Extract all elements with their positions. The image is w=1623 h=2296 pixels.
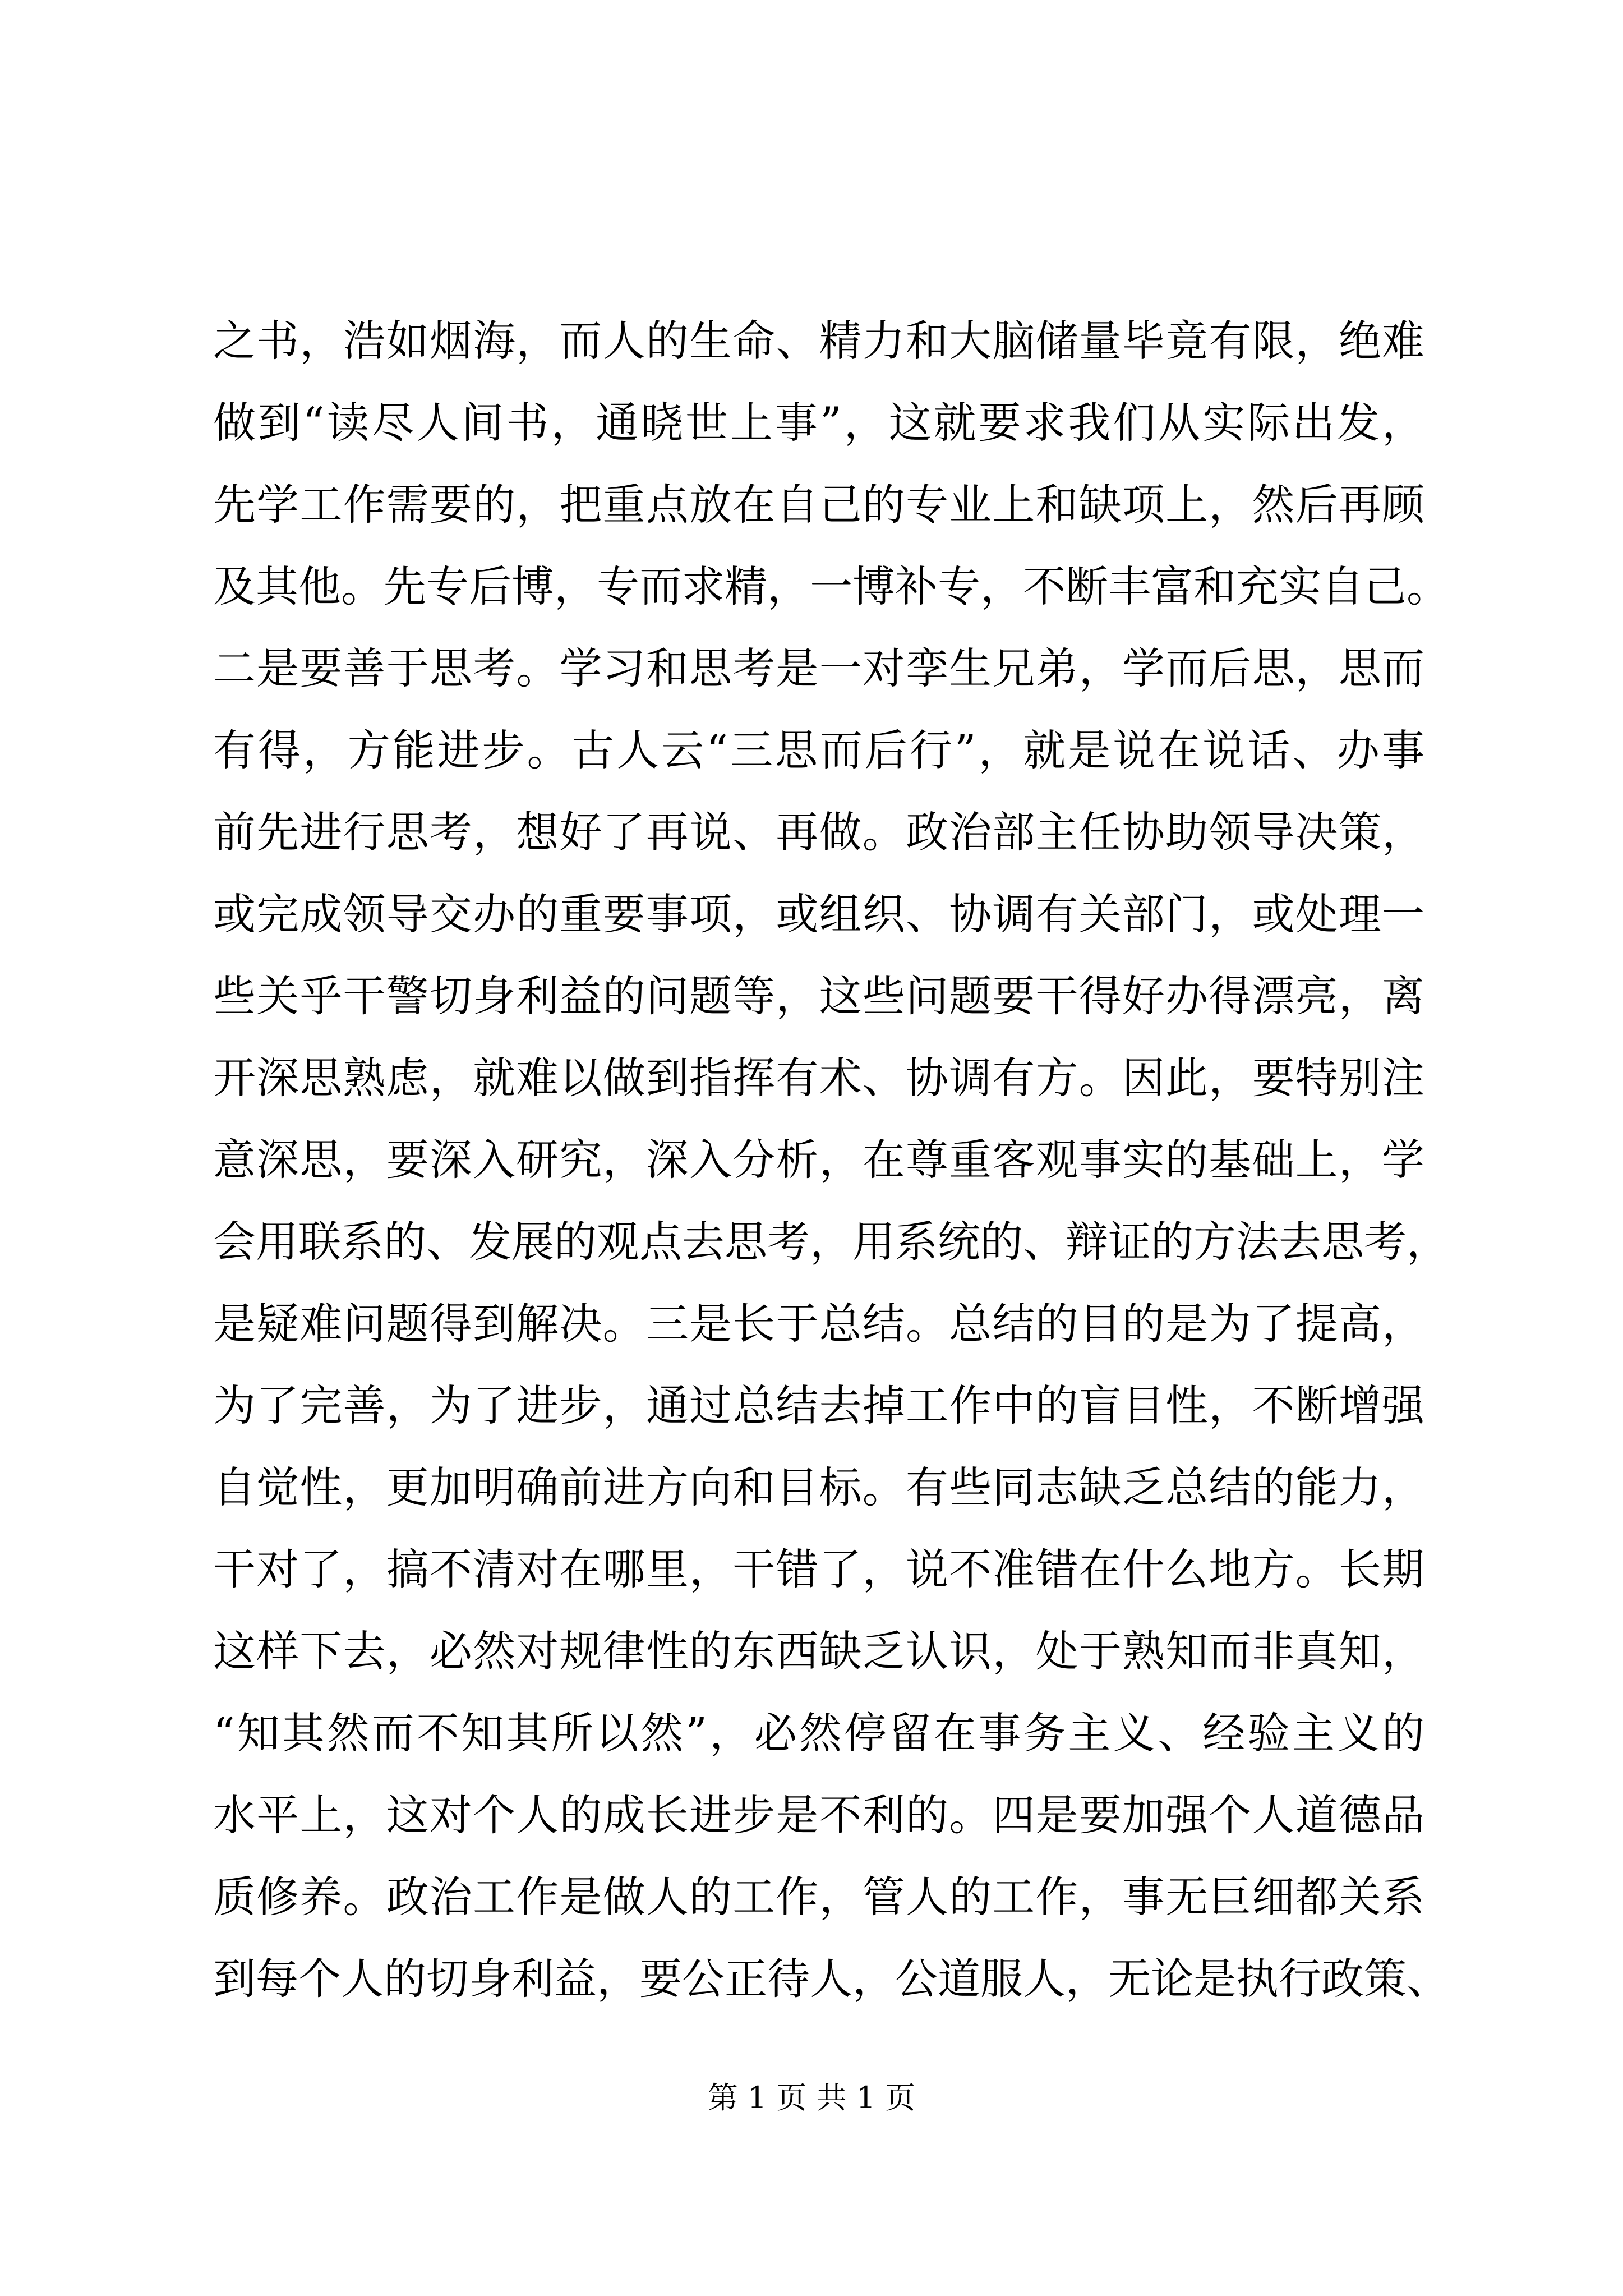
body-text (213, 300, 1449, 2020)
text-line: 质修养。政治工作是做人的工作，管人的工作，事无巨细都关系 (213, 1872, 1424, 1922)
text-line: 有得，方能进步。古人云“三思而后行”，就是说在说话、办事 (213, 725, 1424, 775)
text-line: 会用联系的、发展的观点去思考，用系统的、辩证的方法去思考， (213, 1217, 1449, 1267)
text-line: 开深思熟虑，就难以做到指挥有术、协调有方。因此，要特别注 (213, 1053, 1424, 1103)
text-line: 先学工作需要的，把重点放在自己的专业上和缺项上，然后再顾 (213, 480, 1424, 530)
text-line: 及其他。先专后博，专而求精，一博补专，不断丰富和充实自己。 (213, 562, 1449, 611)
page-footer: 第 1 页 共 1 页 (707, 2080, 916, 2115)
text-line: 做到“读尽人间书，通晓世上事”，这就要求我们从实际出发， (213, 398, 1424, 448)
text-line: 到每个人的切身利益，要公正待人，公道服人，无论是执行政策、 (213, 1954, 1449, 2004)
text-line: 这样下去，必然对规律性的东西缺乏认识，处于熟知而非真知， (213, 1626, 1424, 1676)
text-line: “知其然而不知其所以然”，必然停留在事务主义、经验主义的 (213, 1708, 1424, 1758)
text-line: 水平上，这对个人的成长进步是不利的。四是要加强个人道德品 (213, 1790, 1424, 1840)
text-line: 二是要善于思考。学习和思考是一对孪生兄弟，学而后思，思而 (213, 643, 1424, 693)
text-line: 意深思，要深入研究，深入分析，在尊重客观事实的基础上，学 (213, 1135, 1424, 1185)
text-line: 干对了，搞不清对在哪里，干错了，说不准错在什么地方。长期 (213, 1544, 1424, 1594)
text-line: 前先进行思考，想好了再说、再做。政治部主任协助领导决策， (213, 807, 1424, 857)
text-line: 或完成领导交办的重要事项，或组织、协调有关部门，或处理一 (213, 889, 1424, 939)
text-line: 为了完善，为了进步，通过总结去掉工作中的盲目性，不断增强 (213, 1381, 1424, 1430)
text-line: 些关乎干警切身利益的问题等，这些问题要干得好办得漂亮，离 (213, 971, 1424, 1021)
text-line: 是疑难问题得到解决。三是长于总结。总结的目的是为了提高， (213, 1299, 1424, 1349)
text-line: 自觉性，更加明确前进方向和目标。有些同志缺乏总结的能力， (213, 1462, 1424, 1512)
text-line: 之书，浩如烟海，而人的生命、精力和大脑储量毕竟有限，绝难 (213, 316, 1424, 366)
